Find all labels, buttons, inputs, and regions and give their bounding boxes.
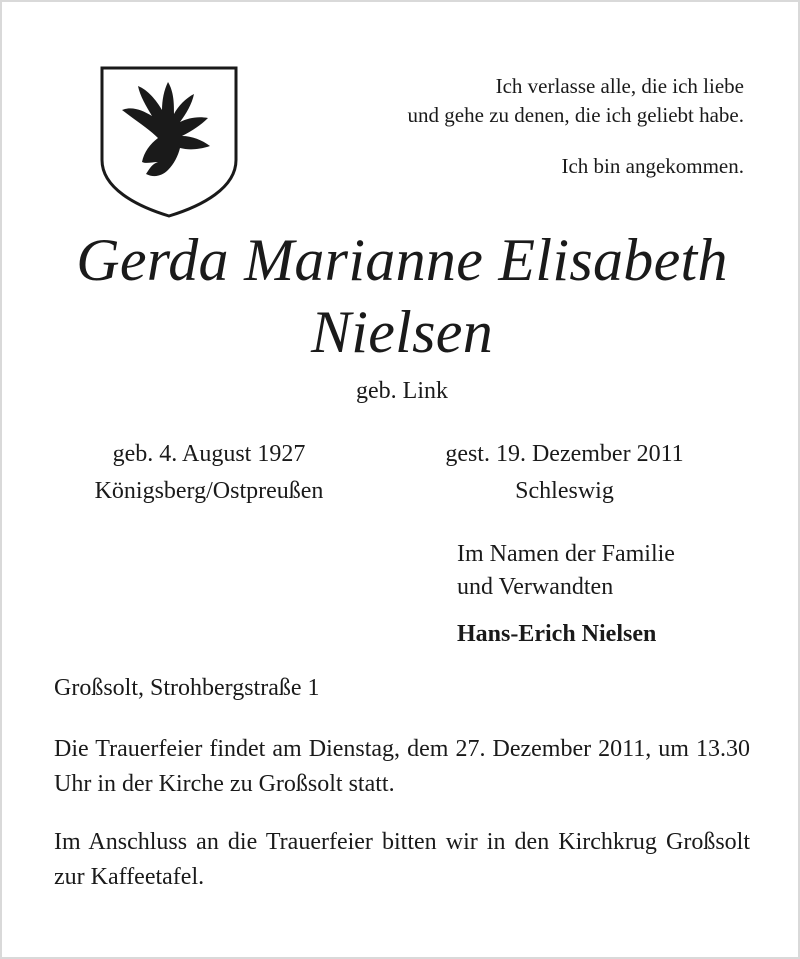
death-info [402, 436, 727, 510]
motto-verse [274, 72, 744, 181]
motto-line-3: Ich bin angekommen. [561, 154, 744, 178]
motto-line-2: und gehe zu denen, die ich geliebt habe. [407, 103, 744, 127]
family-line-1: Im Namen der Familie [457, 541, 675, 567]
family-signature [457, 538, 675, 651]
maiden-name: geb. Link [356, 378, 448, 404]
birth-info [54, 436, 364, 510]
surname: Nielsen [310, 299, 494, 365]
motto-line-1: Ich verlasse alle, die ich liebe [495, 74, 744, 98]
elk-antler-crest-icon [98, 64, 240, 220]
birth-date: geb. 4. August 1927 [112, 441, 306, 467]
death-place: Schleswig [515, 478, 614, 504]
deceased-name [2, 224, 800, 368]
address: Großsolt, Strohbergstraße 1 [54, 675, 320, 701]
signer-name: Hans-Erich Nielsen [457, 621, 657, 647]
death-date: gest. 19. Dezember 2011 [445, 441, 684, 467]
funeral-paragraph: Die Trauerfeier findet am Dienstag, dem 27. Dezember 2011, um 13.30 Uhr in der Kirche zu Großsolt statt. [54, 736, 750, 797]
reception-paragraph: Im Anschluss an die Trauerfeier bitten wir in den Kirchkrug Großsolt zur Kaffeetafel. [54, 829, 750, 890]
birth-place: Königsberg/Ostpreußen [94, 478, 324, 504]
family-line-2: und Verwandten [457, 574, 614, 600]
given-names: Gerda Marianne Elisabeth [76, 227, 728, 293]
